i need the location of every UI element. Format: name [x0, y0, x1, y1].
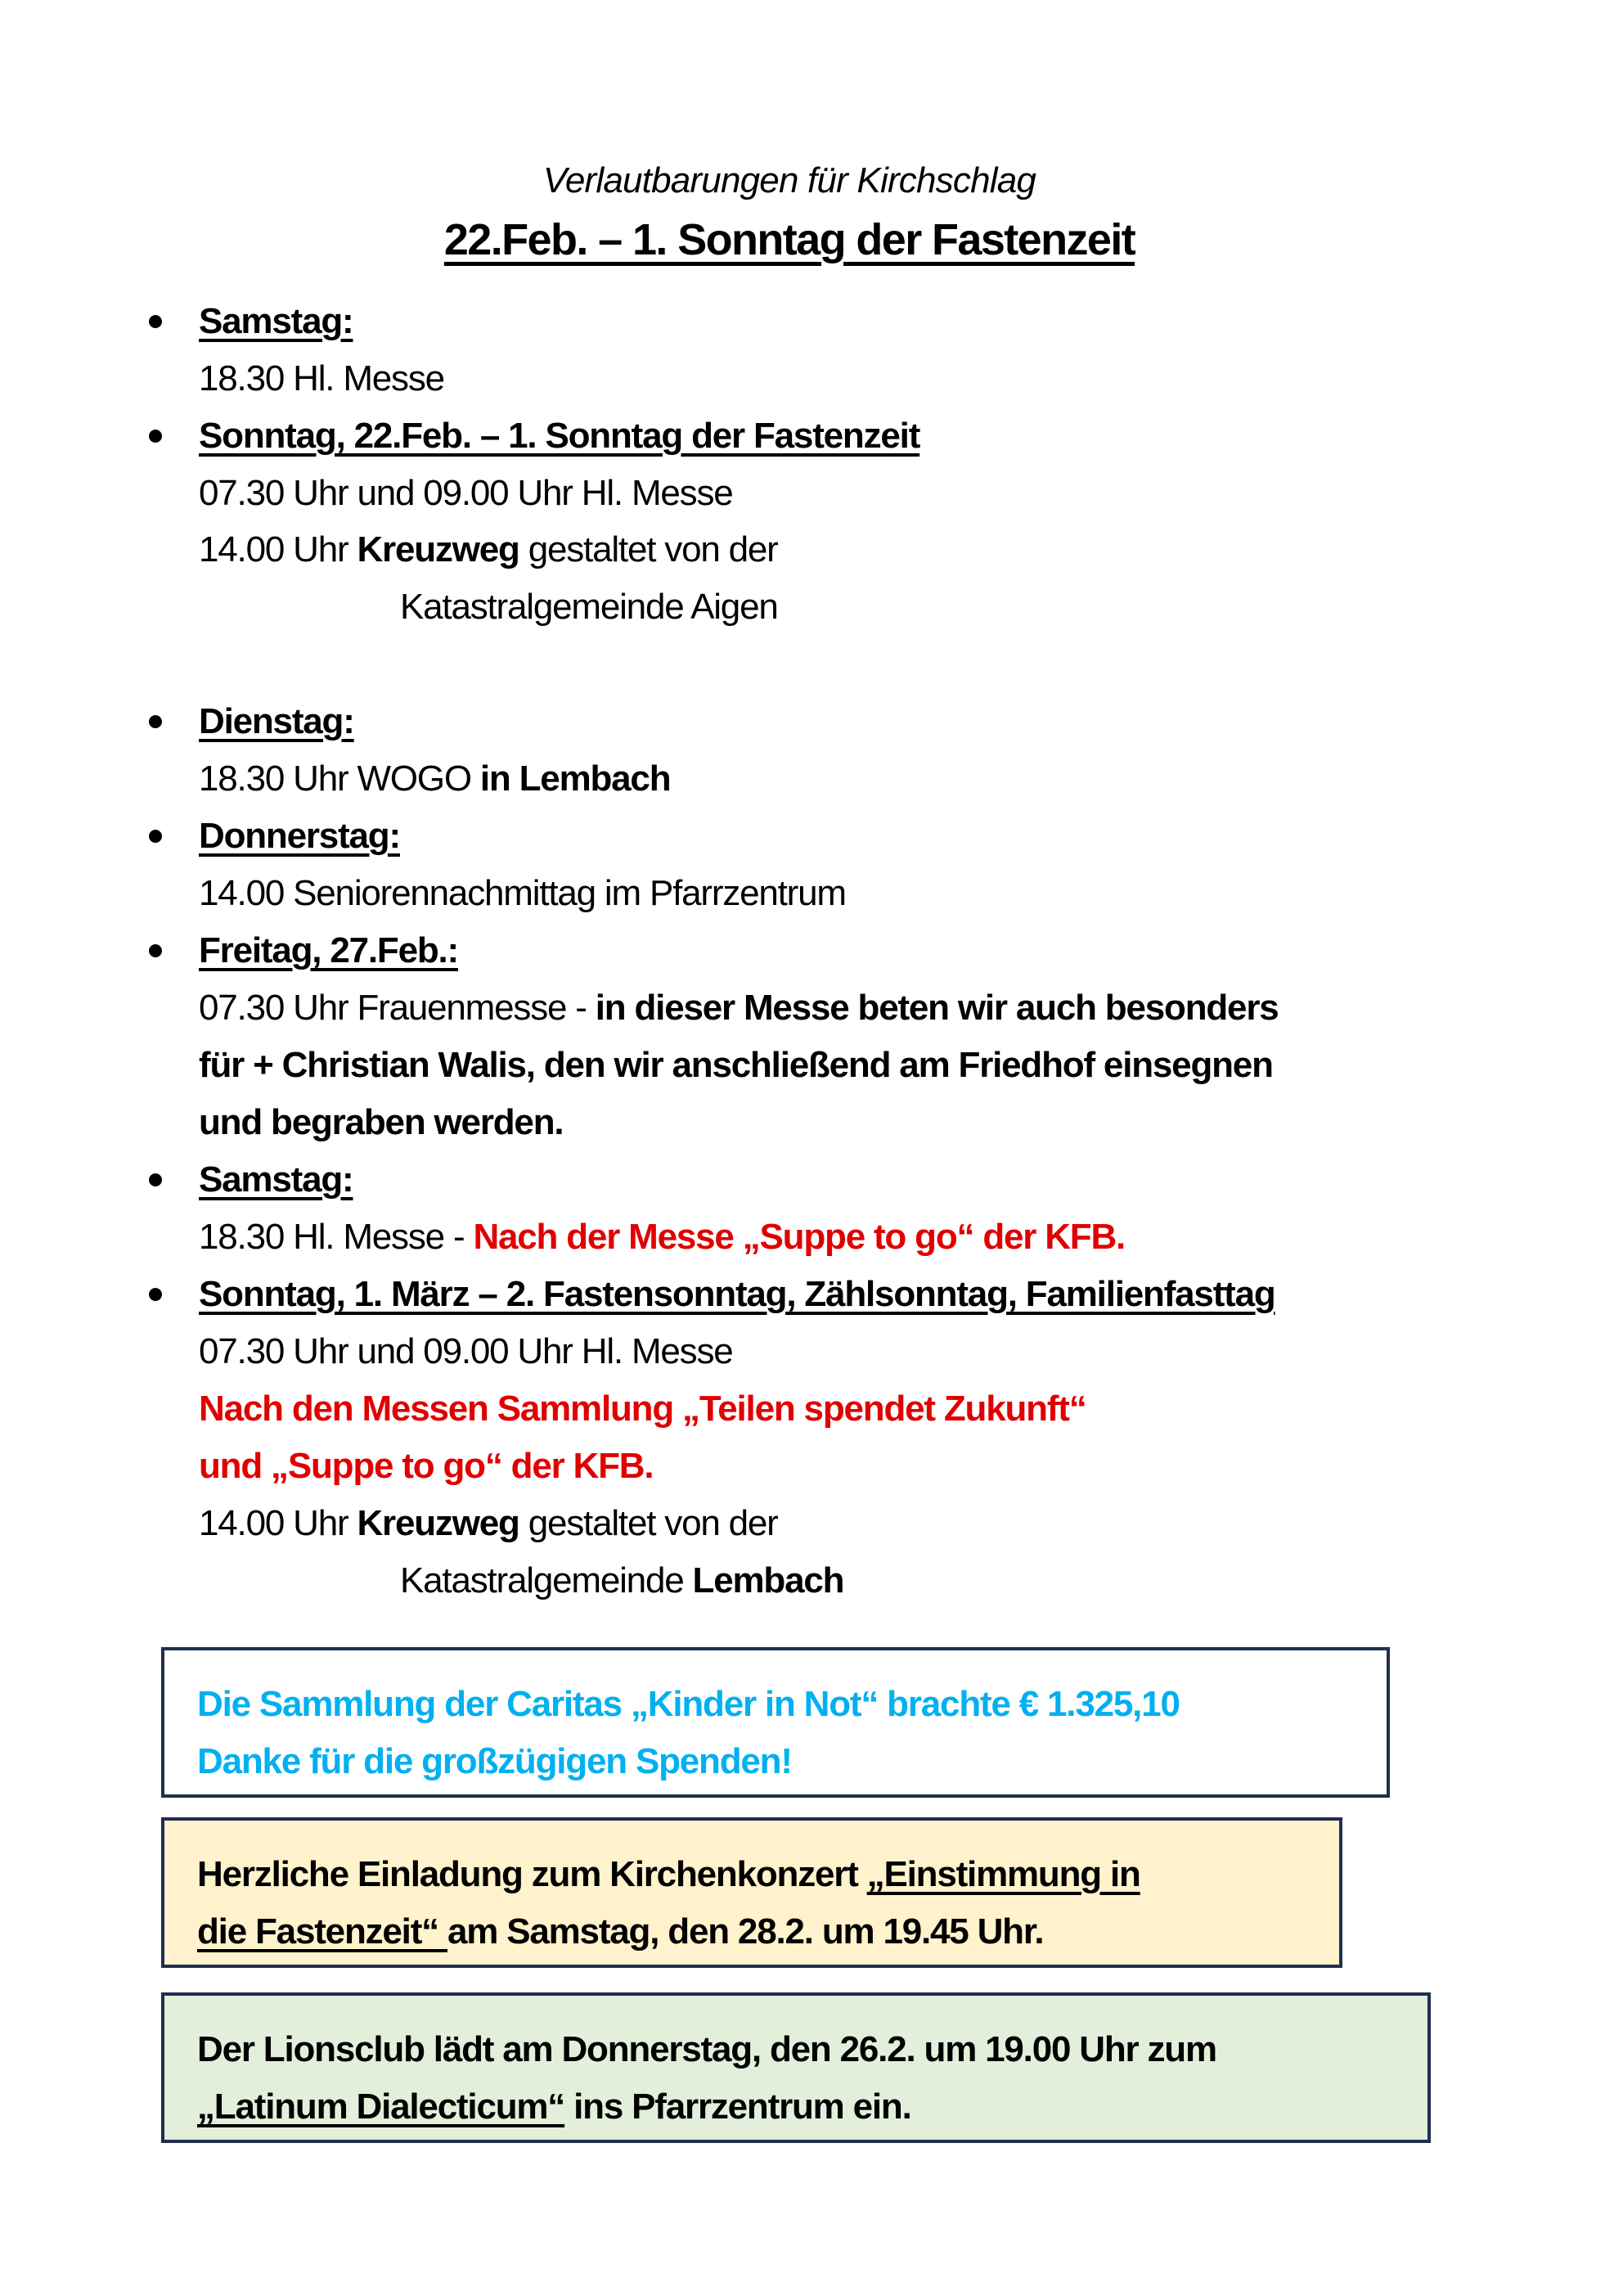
day-heading: Samstag:	[199, 301, 353, 341]
bullet-icon	[149, 944, 162, 957]
day-heading: Sonntag, 1. März – 2. Fastensonntag, Zählsonntag, Familienfasttag	[199, 1274, 1275, 1314]
schedule-line	[199, 1214, 1125, 1260]
schedule-line	[199, 985, 1279, 1031]
bullet-icon	[149, 830, 162, 843]
schedule-line	[199, 527, 778, 573]
caritas-notice-box	[161, 1647, 1390, 1798]
lionsclub-notice-box	[161, 1992, 1431, 2143]
text-post: gestaltet von der	[519, 529, 778, 569]
text-pre: 14.00 Uhr	[199, 1503, 357, 1543]
lionsclub-title: „Latinum Dialecticum“	[197, 2087, 565, 2127]
day-heading: Freitag, 27.Feb.:	[199, 930, 459, 970]
day-heading: Sonntag, 22.Feb. – 1. Sonntag der Fastenzeit	[199, 416, 920, 456]
schedule-line: 07.30 Uhr und 09.00 Uhr Hl. Messe	[199, 473, 733, 513]
schedule-line	[199, 756, 670, 802]
document-heading	[0, 214, 1601, 265]
day-heading: Dienstag:	[199, 701, 354, 741]
text-pre: 14.00 Uhr	[199, 529, 357, 569]
bullet-icon	[149, 1288, 162, 1301]
text-bold: Kreuzweg	[357, 1503, 519, 1543]
text-bold: in dieser Messe beten wir auch besonders	[595, 988, 1279, 1028]
schedule-line: für + Christian Walis, den wir anschließend am Friedhof einsegnen	[199, 1045, 1273, 1085]
day-heading: Donnerstag:	[199, 816, 400, 856]
bullet-icon	[149, 1173, 162, 1186]
bullet-icon	[149, 315, 162, 328]
concert-line-1	[197, 1852, 1140, 1898]
schedule-line	[400, 1558, 843, 1604]
text-bold: Lembach	[692, 1560, 844, 1600]
day-heading: Samstag:	[199, 1159, 353, 1200]
schedule-line: 14.00 Seniorennachmittag im Pfarrzentrum	[199, 873, 846, 913]
concert-title: die Fastenzeit“	[197, 1911, 447, 1952]
lionsclub-line-2	[197, 2084, 911, 2130]
text-post: ins Pfarrzentrum ein.	[564, 2087, 911, 2127]
schedule-line	[199, 1501, 778, 1546]
text-post: gestaltet von der	[519, 1503, 778, 1543]
text-highlight-red: Nach der Messe „Suppe to go“ der KFB.	[473, 1217, 1126, 1257]
schedule-line: und begraben werden.	[199, 1102, 564, 1142]
bullet-icon	[149, 715, 162, 728]
text-pre: 18.30 Hl. Messe -	[199, 1217, 474, 1257]
schedule-line: Katastralgemeinde Aigen	[400, 587, 778, 627]
text-pre: Katastralgemeinde	[400, 1560, 693, 1600]
text-post: am Samstag, den 28.2. um 19.45 Uhr.	[447, 1911, 1044, 1952]
text-bold: Kreuzweg	[357, 529, 519, 569]
caritas-line-2: Danke für die großzügigen Spenden!	[197, 1741, 792, 1781]
schedule-line: 07.30 Uhr und 09.00 Uhr Hl. Messe	[199, 1331, 733, 1371]
schedule-line: 18.30 Hl. Messe	[199, 358, 444, 398]
text-pre: 07.30 Uhr Frauenmesse -	[199, 988, 596, 1028]
document-subtitle: Verlautbarungen für Kirchschlag	[542, 160, 1036, 200]
heading-text: 22.Feb. – 1. Sonntag der Fastenzeit	[443, 215, 1135, 264]
bullet-icon	[149, 430, 162, 443]
concert-notice-box	[161, 1817, 1342, 1968]
schedule-line-red: Nach den Messen Sammlung „Teilen spendet Zukunft“	[199, 1389, 1086, 1429]
text-pre: Herzliche Einladung zum Kirchenkonzert	[197, 1854, 867, 1894]
concert-title: „Einstimmung in	[866, 1854, 1140, 1894]
text-bold: in Lembach	[479, 759, 671, 799]
concert-line-2	[197, 1909, 1043, 1955]
caritas-line-1: Die Sammlung der Caritas „Kinder in Not“ brachte € 1.325,10	[197, 1684, 1180, 1724]
text-pre: 18.30 Uhr WOGO	[199, 759, 480, 799]
lionsclub-line-1: Der Lionsclub lädt am Donnerstag, den 26.2. um 19.00 Uhr zum	[197, 2029, 1216, 2069]
schedule-line-red: und „Suppe to go“ der KFB.	[199, 1446, 654, 1486]
